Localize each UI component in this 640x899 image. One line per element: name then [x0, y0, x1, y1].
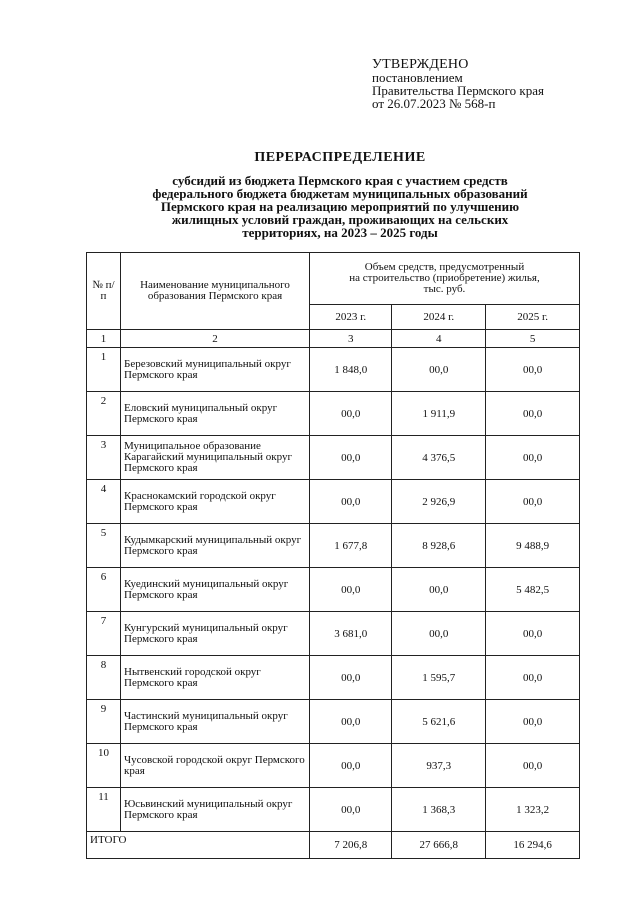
value-2025: 00,0 — [486, 656, 580, 700]
title-line: жилищных условий граждан, проживающих на сельских — [171, 212, 509, 227]
column-number: 5 — [486, 330, 580, 348]
value-2024: 4 376,5 — [392, 436, 486, 480]
value-2025: 5 482,5 — [486, 568, 580, 612]
value-2023: 00,0 — [310, 744, 392, 788]
municipality-name: Березовский муниципальный округ Пермского края — [121, 348, 310, 392]
total-row — [87, 832, 580, 859]
table-row — [87, 612, 580, 656]
row-number: 10 — [87, 744, 121, 788]
row-number: 9 — [87, 700, 121, 744]
value-2023: 00,0 — [310, 392, 392, 436]
value-2025: 1 323,2 — [486, 788, 580, 832]
title-main: ПЕРЕРАСПРЕДЕЛЕНИЕ — [254, 150, 426, 165]
value-2023: 00,0 — [310, 480, 392, 524]
column-number: 4 — [392, 330, 486, 348]
value-2025: 00,0 — [486, 612, 580, 656]
value-2025: 00,0 — [486, 392, 580, 436]
municipality-name: Нытвенский городской округ Пермского края — [121, 656, 310, 700]
value-2023: 1 848,0 — [310, 348, 392, 392]
column-number: 2 — [121, 330, 310, 348]
table-row — [87, 436, 580, 480]
value-2025: 00,0 — [486, 348, 580, 392]
value-2024: 00,0 — [392, 568, 486, 612]
value-2024: 1 368,3 — [392, 788, 486, 832]
table-row — [87, 744, 580, 788]
total-2025: 16 294,6 — [486, 832, 580, 859]
title-line: субсидий из бюджета Пермского края с участием средств — [172, 173, 508, 188]
header-year-2023: 2023 г. — [310, 305, 392, 330]
value-2024: 2 926,9 — [392, 480, 486, 524]
row-number: 8 — [87, 656, 121, 700]
subsidy-table — [86, 252, 580, 859]
municipality-name: Юсьвинский муниципальный округ Пермского края — [121, 788, 310, 832]
header-volume-line: Объем средств, предусмотренный — [364, 261, 525, 273]
column-number: 1 — [87, 330, 121, 348]
table-row — [87, 524, 580, 568]
value-2025: 9 488,9 — [486, 524, 580, 568]
header-volume-line: тыс. руб. — [423, 283, 466, 295]
value-2024: 1 595,7 — [392, 656, 486, 700]
approval-line: постановлением — [372, 70, 463, 85]
title-line: территориях, на 2023 – 2025 годы — [242, 225, 438, 240]
municipality-name: Еловский муниципальный округ Пермского края — [121, 392, 310, 436]
value-2024: 937,3 — [392, 744, 486, 788]
municipality-name: Муниципальное образование Карагайский муниципальный округ Пермского края — [121, 436, 310, 480]
row-number: 2 — [87, 392, 121, 436]
row-number: 7 — [87, 612, 121, 656]
header-year-2024: 2024 г. — [392, 305, 486, 330]
municipality-name: Краснокамский городской округ Пермского края — [121, 480, 310, 524]
approval-heading: УТВЕРЖДЕНО — [372, 57, 469, 72]
total-2024: 27 666,8 — [392, 832, 486, 859]
value-2023: 3 681,0 — [310, 612, 392, 656]
header-year-2025: 2025 г. — [486, 305, 580, 330]
value-2025: 00,0 — [486, 700, 580, 744]
table-row — [87, 700, 580, 744]
approval-date: от 26.07.2023 № 568-п — [372, 96, 496, 111]
value-2024: 00,0 — [392, 348, 486, 392]
row-number: 1 — [87, 348, 121, 392]
value-2025: 00,0 — [486, 436, 580, 480]
approval-line: Правительства Пермского края — [372, 83, 544, 98]
value-2023: 00,0 — [310, 788, 392, 832]
row-number: 4 — [87, 480, 121, 524]
title-line: Пермского края на реализацию мероприятий по улучшению — [160, 199, 520, 214]
value-2023: 00,0 — [310, 568, 392, 612]
header-number: № п/п — [87, 253, 121, 330]
header-volume — [310, 253, 580, 305]
table-row — [87, 480, 580, 524]
table-row — [87, 568, 580, 612]
table-row — [87, 392, 580, 436]
value-2023: 00,0 — [310, 436, 392, 480]
approval-stamp — [372, 58, 632, 110]
municipality-name: Кунгурский муниципальный округ Пермского края — [121, 612, 310, 656]
total-2023: 7 206,8 — [310, 832, 392, 859]
column-number: 3 — [310, 330, 392, 348]
value-2024: 00,0 — [392, 612, 486, 656]
value-2024: 5 621,6 — [392, 700, 486, 744]
municipality-name: Частинский муниципальный округ Пермского края — [121, 700, 310, 744]
municipality-name: Куединский муниципальный округ Пермского края — [121, 568, 310, 612]
value-2023: 00,0 — [310, 700, 392, 744]
title-line: федерального бюджета бюджетам муниципальных образований — [152, 186, 528, 201]
table-row — [87, 348, 580, 392]
table-row — [87, 656, 580, 700]
row-number: 6 — [87, 568, 121, 612]
row-number: 3 — [87, 436, 121, 480]
value-2025: 00,0 — [486, 744, 580, 788]
total-label: ИТОГО — [87, 832, 310, 859]
table-row — [87, 788, 580, 832]
row-number: 11 — [87, 788, 121, 832]
header-municipality: Наименование муниципального образования Пермского края — [121, 253, 310, 330]
value-2024: 1 911,9 — [392, 392, 486, 436]
municipality-name: Чусовской городской округ Пермского края — [121, 744, 310, 788]
value-2023: 1 677,8 — [310, 524, 392, 568]
value-2023: 00,0 — [310, 656, 392, 700]
value-2025: 00,0 — [486, 480, 580, 524]
document-title — [90, 150, 590, 239]
row-number: 5 — [87, 524, 121, 568]
header-volume-line: на строительство (приобретение) жилья, — [349, 272, 540, 284]
municipality-name: Кудымкарский муниципальный округ Пермского края — [121, 524, 310, 568]
value-2024: 8 928,6 — [392, 524, 486, 568]
